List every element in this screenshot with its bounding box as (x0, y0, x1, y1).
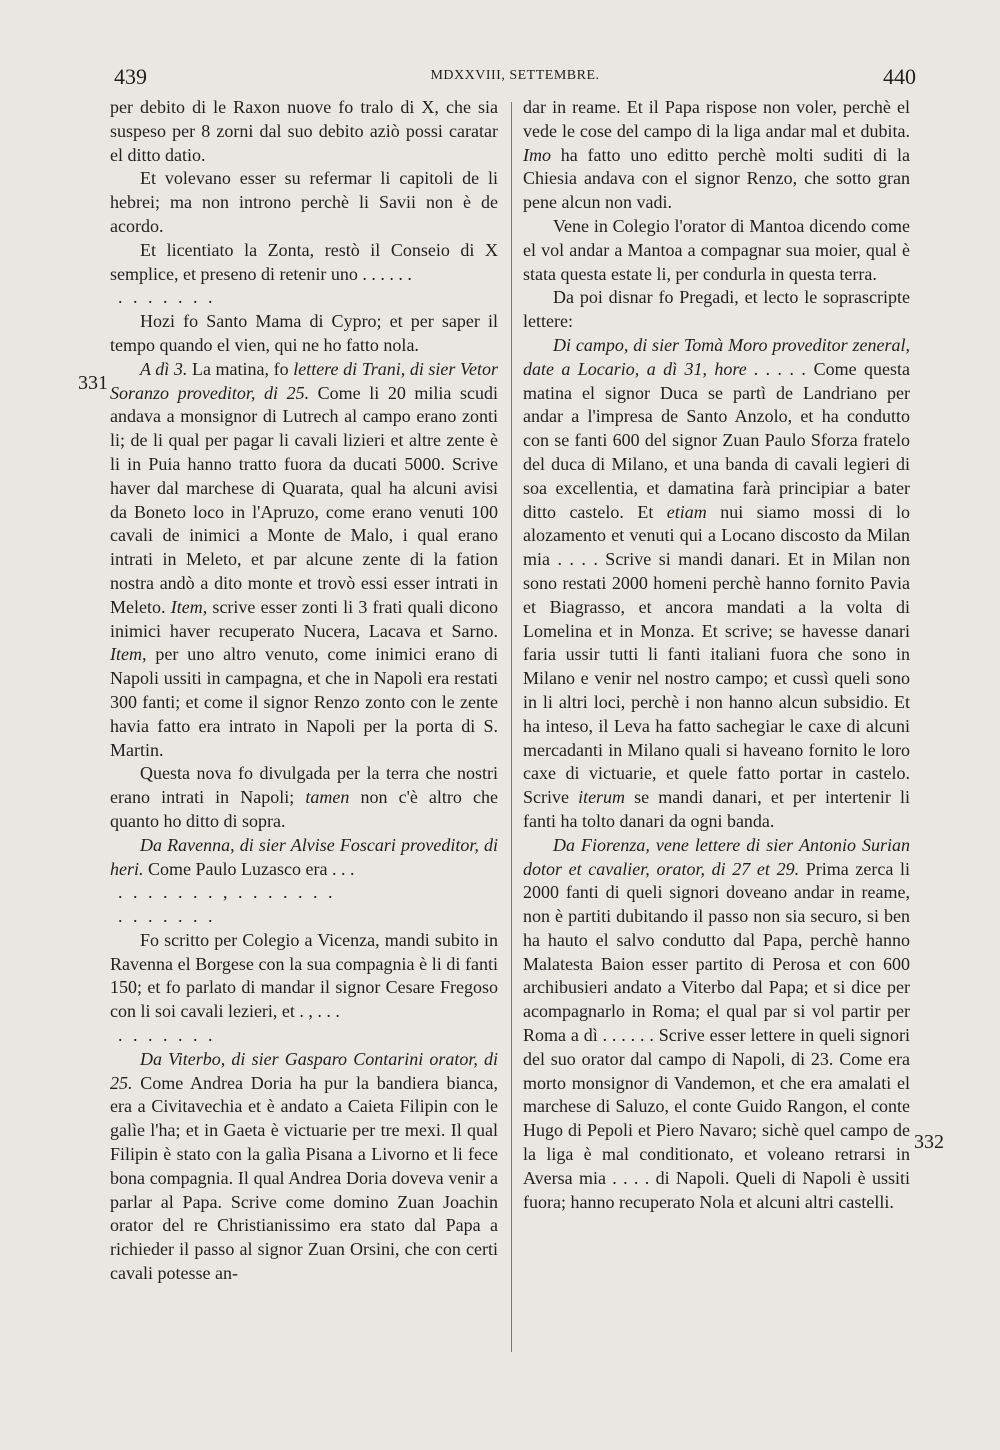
right-column (523, 96, 910, 1214)
ellipsis-line: . . . . . . . , . . . . . . . (118, 882, 336, 903)
letter-heading: Da Fiorenza, vene lettere di sier Antonio Surian dotor et cavalier, orator, di 27 et 29. (523, 834, 910, 879)
paragraph: per debito di le Raxon nuove fo tralo di X, che sia suspeso per 8 zorni dal suo debito aziò possi caratar el ditto datio. (110, 97, 498, 165)
running-title: MDXXVIII, SETTEMBRE. (430, 68, 600, 83)
letter-heading: Da Viterbo, di sier Gasparo Contarini orator, di 25. (110, 1048, 498, 1093)
paragraph: Da Viterbo, di sier Gasparo Contarini orator, di 25. Come Andrea Doria ha pur la bandiera bianca, era a Civitavechia et è andato a Caieta Filipin con le galìe l'ha; et in Gaeta è victuarie per tre mexi. Il qual Filipin è stato con la galìa Pisana a Livorno et li fece bona compagnia. Il qual Andrea Doria doveva venir a parlar al Papa. Scrive come domino Zuan Joachin orator del re Christianissimo era stato dal Papa a richieder il passo al signor Zuan Orsini, che con certi cavali potesse an- (110, 1048, 498, 1284)
letter-heading: Da Ravenna, di sier Alvise Foscari proveditor, di heri. (110, 834, 498, 879)
margin-number-left: 331 (78, 372, 108, 394)
paragraph: Vene in Colegio l'orator di Mantoa dicendo come el vol andar a Mantoa a compagnar sua moier, qual è stata questa estate li, per condurla in questa terra. (523, 215, 910, 284)
left-column (110, 96, 498, 1286)
running-header (114, 64, 916, 94)
margin-number-right: 332 (914, 1131, 944, 1153)
paragraph: Et volevano esser su refermar li capitoli de li hebrei; ma non introno perchè li Savii non è de acordo. (110, 168, 498, 236)
paragraph: Et licentiato la Zonta, restò il Conseio di X semplice, et preseno di retenir uno . . . . . . (110, 239, 498, 284)
ellipsis-line: . . . . . . . (118, 906, 216, 927)
column-divider (511, 102, 512, 1352)
paragraph: Da poi disnar fo Pregadi, et lecto le soprascripte lettere: (523, 287, 910, 332)
page-number-left: 439 (114, 64, 147, 89)
letter-heading: Di campo, di sier Tomà Moro proveditor zeneral, date a Locario, a dì 31, hore . . . . . (523, 334, 910, 379)
page-number-right: 440 (883, 64, 916, 89)
date-heading: A dì 3. (140, 358, 188, 379)
paragraph: dar in reame. Et il Papa rispose non voler, perchè el vede le cose del campo di la liga andar mal et dubita. Imo ha fatto uno editto perchè molti suditi di la Chiesia andava con el signor Renzo, che sotto gran pene alcun non vadi. (523, 97, 910, 213)
paragraph: A dì 3. La matina, fo lettere di Trani, di sier Vetor Soranzo proveditor, di 25. Come li 20 milia scudi andava a monsignor di Lutrech al campo erano zonti li; de li qual per pagar li cavali lizieri et altre zente è li in Puia hanno tratto fuora da ducati 5000. Scrive haver dal marchese di Quarata, qual ha alcuni avisi da Boneto loco in l'Apruzo, come erano venuti 100 cavali de inimici a Monte de Malo, i qual erano intrati in Meleto, et par alcune zente di la fation nostra andò a dito monte et trovò essi esser intrati in Meleto. Item, scrive esser zonti li 3 frati quali dicono inimici haver recuperato Nucera, Lacava et Sarno. Item, per uno altro venuto, come inimici erano di Napoli ussiti in campagna, et che in Napoli era restati 300 fanti; et come il signor Renzo zonto con le zente havia fatto era intrato in Napoli per la porta di S. Martin. (110, 358, 498, 760)
paragraph: Da Ravenna, di sier Alvise Foscari proveditor, di heri. Come Paulo Luzasco era . . . (110, 834, 498, 879)
paragraph: Di campo, di sier Tomà Moro proveditor zeneral, date a Locario, a dì 31, hore . . . . . Come questa matina el signor Duca se partì de Landriano per andar a l'impresa de Santo Anzolo, et ha condutto con se fanti 600 del signor Zuan Paulo Sforza fratelo del duca di Milano, et una banda di cavali legieri di soa excellentia, et damatina farà principiar a bater ditto castelo. Et etiam nui siamo mossi di lo alozamento et venuti qui a Locano discosto da Milan mia . . . . Scrive si mandi danari. Et in Milan non sono restati 2000 homeni perchè hanno fornito Pavia et Biagrasso, et ancora mandati a la volta di Lomelina et in Monza. Et scrive; se havesse danari faria ussir tutti li fanti italiani fuora che sono in Milano e venir nel nostro campo; et cussì queli sono in li altri loci, perchè i non hanno alcun subsidio. Et ha inteso, il Leva ha fatto sachegiar le caxe di alcuni mercadanti in Milano quali si haveano fornito le loro caxe di victuarie, et quele fatto portar in castelo. Scrive iterum se mandi danari, et per intertenir li fanti ha tolto danari da ogni banda. (523, 334, 911, 831)
ellipsis-line: . . . . . . . (118, 287, 216, 308)
ellipsis-line: . . . . . . . (118, 1025, 216, 1046)
paragraph: Questa nova fo divulgada per la terra che nostri erano intrati in Napoli; tamen non c'è altro che quanto ho ditto di sopra. (110, 763, 499, 831)
paragraph: Fo scritto per Colegio a Vicenza, mandi subito in Ravenna el Borgese con la sua compagnia è li di fanti 150; et fo parlato di mandar il signor Cesare Fregoso con li soi cavali lezieri, et . , . . . (110, 929, 498, 1022)
letter-heading: lettere di Trani, di sier Vetor Soranzo proveditor, di 25. (110, 358, 498, 403)
paragraph: Hozi fo Santo Mama di Cypro; et per saper il tempo quando el vien, qui ne ho fatto nola. (110, 311, 498, 355)
paragraph: Da Fiorenza, vene lettere di sier Antonio Surian dotor et cavalier, orator, di 27 et 29. Prima zerca li 2000 fanti di queli signori doveano andar in reame, non è partiti dubitando il passo non sia securo, si ben ha hauto el salvo condutto dal Papa, perchè hanno Malatesta Baion esser partito di Perosa et con 600 archibusieri andato a Viterbo dal Papa; et si dice per acompagnarlo in Roma; el qual par si vol partir per Roma a dì . . . . . . Scrive esser lettere in queli signori del suo orator dal campo di Napoli, di 23. Come era morto monsignor di Vandemon, et che era amalati el marchese di Saluzo, el conte Guido Rangon, el conte Hugo di Pepoli et Piero Navaro; sichè quel campo de la liga è mal conditionato, et voleano retrarsi in Aversa mia . . . . di Napoli. Queli di Napoli è ussiti fuora; hanno recuperato Nola et alcuni altri castelli. (523, 834, 910, 1212)
